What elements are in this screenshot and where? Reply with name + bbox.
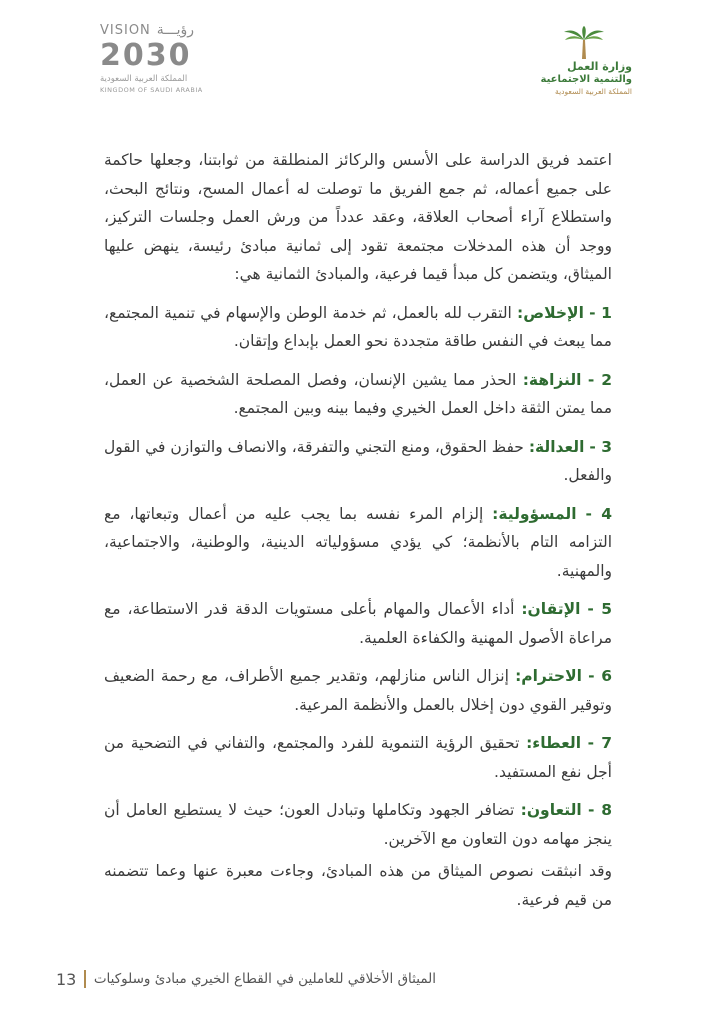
principle-term: الإتقان: xyxy=(521,600,581,618)
page-footer xyxy=(56,969,436,989)
principle-term: الإخلاص: xyxy=(517,303,584,322)
principle-7 xyxy=(104,729,612,786)
vision-ar: رؤيـــة xyxy=(156,22,195,38)
principle-text: الحذر مما يشين الإنسان، وفصل المصلحة الشخصية عن العمل، مما يمتن الثقة داخل العمل الخيري وفيما بينه وبين المجتمع. xyxy=(104,370,612,417)
principle-3 xyxy=(104,433,612,490)
vision-row xyxy=(100,22,220,38)
ministry-country: المملكة العربية السعودية xyxy=(555,87,632,96)
ministry-logo xyxy=(536,26,632,96)
principle-text: تضافر الجهود وتكاملها وتبادل العون؛ حيث لا يستطيع العامل أن ينجز مهامه دون التعاون مع الآخرين. xyxy=(104,801,612,848)
vision-year xyxy=(100,40,220,72)
kingdom-ar: المملكة العربية السعودية xyxy=(100,74,188,84)
principle-8 xyxy=(104,796,612,853)
footer-divider xyxy=(84,970,85,988)
principle-number: 2 - xyxy=(587,370,612,389)
principle-4 xyxy=(104,500,612,586)
principle-term: العطاء: xyxy=(526,734,582,752)
principle-number: 3 - xyxy=(589,437,612,456)
ministry-name-line1: وزارة العمل xyxy=(567,60,632,73)
ministry-name-line2: والتنمية الاجتماعية xyxy=(540,74,632,85)
principle-text: حفظ الحقوق، ومنع التجني والتفرقة، والانصاف والتوازن في القول والفعل. xyxy=(104,437,612,484)
principle-2 xyxy=(104,366,612,423)
page-body xyxy=(104,146,612,914)
page-number: 13 xyxy=(56,969,77,989)
vision-2030-logo xyxy=(100,22,220,94)
closing-paragraph: وقد انبثقت نصوص الميثاق من هذه المبادئ، وجاءت معبرة عنها وعما تتضمنه من قيم فرعية. xyxy=(104,862,612,909)
vision-en: VISION xyxy=(100,22,151,38)
principle-5 xyxy=(104,595,612,652)
principle-number: 7 - xyxy=(587,734,612,752)
principle-text: إلزام المرء نفسه بما يجب عليه من أعمال وتبعاتها، مع التزامه التام بالأنظمة؛ كي يؤدي مسؤولياته الدينية، والوطنية، والاجتماعية، والمهنية. xyxy=(104,504,612,580)
vision-year-text: 2030 xyxy=(100,38,192,73)
principle-text: أداء الأعمال والمهام بأعلى مستويات الدقة قدر الاستطاعة، مع مراعاة الأصول المهنية والكفاءة العلمية. xyxy=(104,600,612,647)
principle-number: 6 - xyxy=(588,667,612,685)
principle-number: 5 - xyxy=(587,600,612,618)
principle-term: العدالة: xyxy=(528,437,585,456)
palm-tree-icon xyxy=(562,26,606,60)
principle-number: 4 - xyxy=(585,504,612,523)
principle-1 xyxy=(104,299,612,356)
principle-term: التعاون: xyxy=(520,801,582,819)
principle-text: تحقيق الرؤية التنموية للفرد والمجتمع، والتفاني في التضحية من أجل نفع المستفيد. xyxy=(104,734,612,781)
principle-term: المسؤولية: xyxy=(492,504,577,523)
principle-term: النزاهة: xyxy=(522,370,582,389)
intro-paragraph: اعتمد فريق الدراسة على الأسس والركائز المنطلقة من ثوابتنا، وجعلها حاكمة على جميع أعماله، ثم جمع الفريق ما توصلت له أعمال المسح، ونتائج البحث، واستطلاع آراء أصحاب العلاقة، وعقد عدداً من ورش العمل وجلسات التركيز، ووجد أن هذه المدخلات مجتمعة تقود إلى ثمانية مبادئ رئيسة، ينهض عليها الميثاق، ويتضمن كل مبدأ قيما فرعية، والمبادئ الثمانية هي: xyxy=(104,151,612,283)
principle-text: التقرب لله بالعمل، ثم خدمة الوطن والإسهام في تنمية المجتمع، مما يبعث في النفس طاقة متجددة نحو العمل بإبداع وإتقان. xyxy=(104,303,612,350)
principle-text: إنزال الناس منازلهم، وتقدير جميع الأطراف، مع رحمة الضعيف وتوقير القوي دون إخلال بالعمل والأنظمة المرعية. xyxy=(104,667,612,714)
footer-title: الميثاق الأخلاقي للعاملين في القطاع الخيري مبادئ وسلوكيات xyxy=(93,971,436,987)
principle-number: 8 - xyxy=(588,801,612,819)
principle-6 xyxy=(104,662,612,719)
kingdom-en: KINGDOM OF SAUDI ARABIA xyxy=(100,86,203,94)
principle-number: 1 - xyxy=(589,303,612,322)
principle-term: الاحترام: xyxy=(515,667,582,685)
